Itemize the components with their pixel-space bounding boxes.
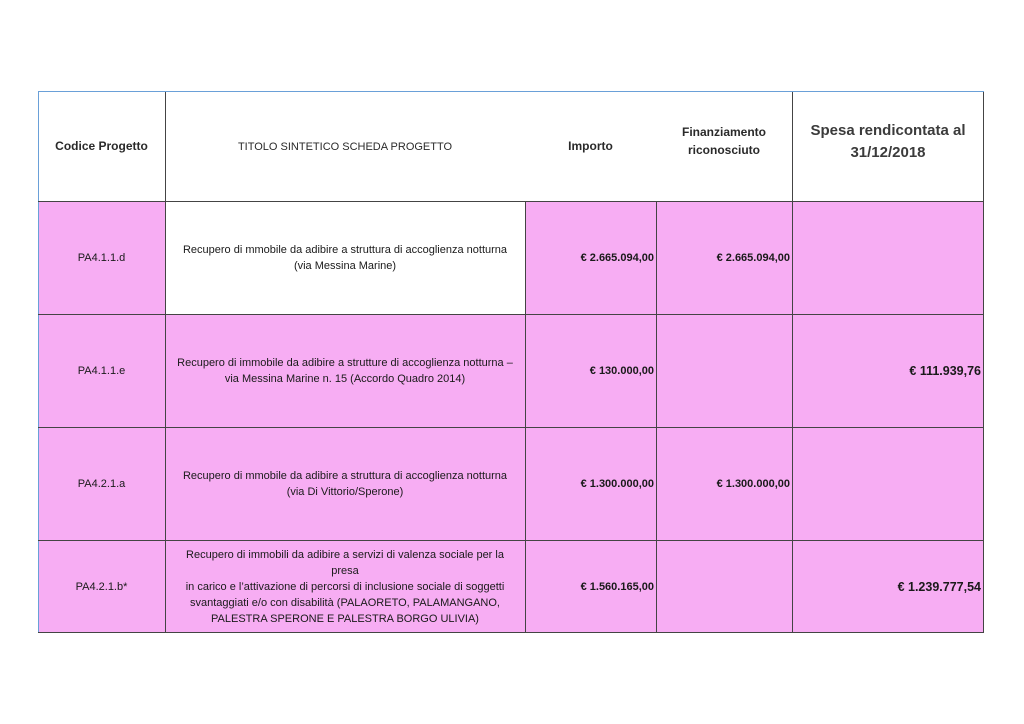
row4-title: Recupero di immobili da adibire a servizi di valenza sociale per la presa in carico e l’attivazione di percorsi di inclusione sociale di soggetti svantaggiati e/o con disabilità (PALAORETO, PALAMANGANO, PALESTRA SPERONE E PALESTRA BORGO ULIVIA) — [165, 540, 525, 633]
row1-amount: € 2.665.094,00 — [525, 201, 656, 314]
row2-funding — [656, 314, 792, 427]
row3-title: Recupero di mmobile da adibire a struttura di accoglienza notturna (via Di Vittorio/Sperone) — [165, 427, 525, 540]
project-table — [38, 91, 984, 633]
row4-spent: € 1.239.777,54 — [792, 540, 984, 633]
grid-line-right — [983, 91, 984, 633]
row2-title: Recupero di immobile da adibire a strutture di accoglienza notturna – via Messina Marine n. 15 (Accordo Quadro 2014) — [165, 314, 525, 427]
header-funding: Finanziamento riconosciuto — [656, 91, 792, 201]
row3-code: PA4.2.1.a — [38, 427, 165, 540]
row4-code: PA4.2.1.b* — [38, 540, 165, 633]
header-spent: Spesa rendicontata al 31/12/2018 — [792, 91, 984, 201]
grid-line-left — [38, 91, 39, 633]
row1-code: PA4.1.1.d — [38, 201, 165, 314]
header-title: TITOLO SINTETICO SCHEDA PROGETTO — [165, 91, 525, 201]
row4-amount: € 1.560.165,00 — [525, 540, 656, 633]
header-amount: Importo — [525, 91, 656, 201]
header-code: Codice Progetto — [38, 91, 165, 201]
grid-line-top — [38, 91, 984, 92]
row1-spent — [792, 201, 984, 314]
grid-line-v3 — [656, 201, 657, 633]
grid-line-v4 — [792, 91, 793, 633]
row1-funding: € 2.665.094,00 — [656, 201, 792, 314]
grid-line-h1 — [38, 201, 984, 202]
row1-title: Recupero di mmobile da adibire a struttura di accoglienza notturna (via Messina Marine) — [165, 201, 525, 314]
grid-line-v2 — [525, 201, 526, 633]
row2-code: PA4.1.1.e — [38, 314, 165, 427]
row4-funding — [656, 540, 792, 633]
row3-amount: € 1.300.000,00 — [525, 427, 656, 540]
row3-spent — [792, 427, 984, 540]
row2-amount: € 130.000,00 — [525, 314, 656, 427]
grid-line-h4 — [38, 540, 984, 541]
row2-spent: € 111.939,76 — [792, 314, 984, 427]
grid-line-h3 — [38, 427, 984, 428]
row3-funding: € 1.300.000,00 — [656, 427, 792, 540]
grid-line-bottom — [38, 632, 984, 633]
grid-line-v1 — [165, 91, 166, 633]
grid-line-h2 — [38, 314, 984, 315]
